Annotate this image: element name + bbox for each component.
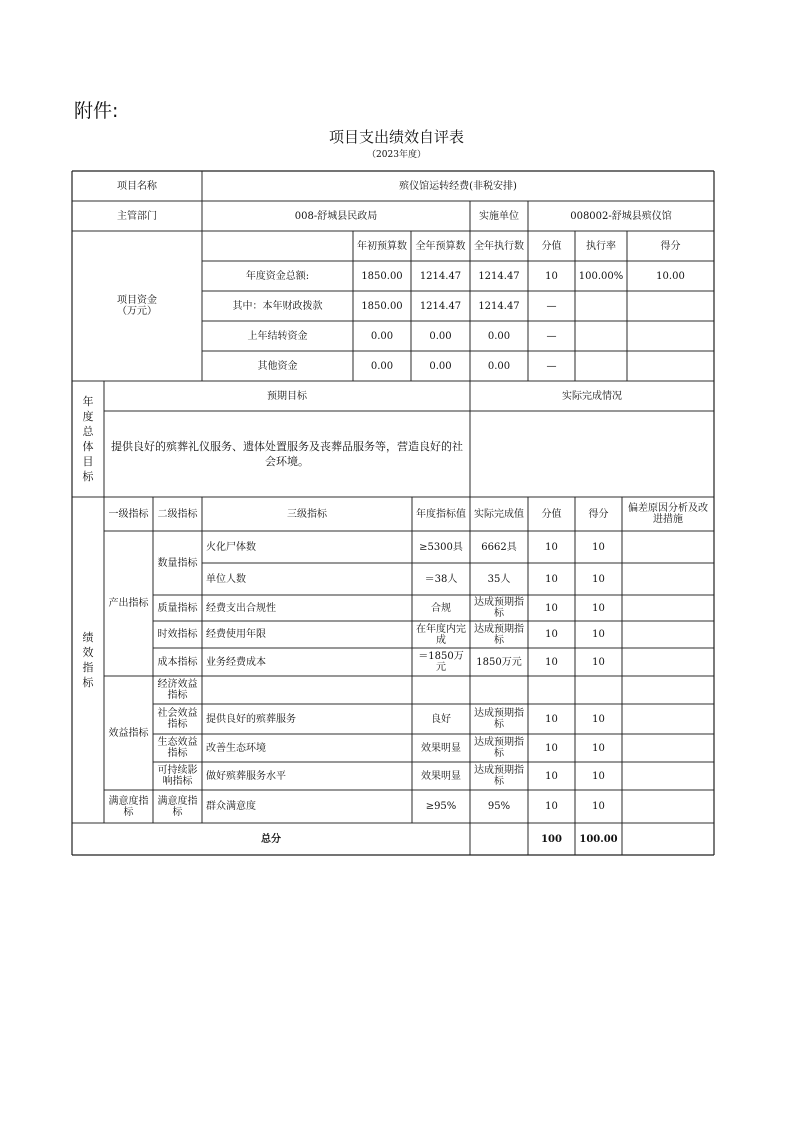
level1-satisfaction: 满意度指标	[108, 795, 149, 818]
indicator-header-2: 三级指标	[287, 508, 327, 520]
funds-cell: 100.00%	[578, 270, 624, 282]
indicator-score: 10	[592, 713, 605, 725]
funds-cell: 0.00	[487, 360, 511, 372]
goals-actual-header: 实际完成情况	[562, 390, 622, 402]
indicator-score-value	[528, 676, 575, 704]
indicator-actual	[470, 676, 528, 704]
indicator-score: 10	[592, 541, 605, 553]
indicator-note	[622, 648, 714, 676]
indicator-header-5: 分值	[541, 508, 562, 520]
indicator-score: 10	[592, 629, 605, 640]
indicator-note	[622, 734, 714, 762]
indicator-note	[622, 595, 714, 621]
indicator-name: 业务经费成本	[206, 656, 266, 668]
impl-unit-label: 实施单位	[479, 210, 519, 222]
page-title: 项目支出绩效自评表	[328, 128, 464, 146]
indicator-score-value: 10	[545, 573, 558, 585]
indicator-header-1: 二级指标	[157, 508, 198, 520]
indicator-header-4: 实际完成值	[474, 508, 524, 520]
indicator-score-value: 10	[545, 742, 558, 754]
indicator-header-0: 一级指标	[108, 508, 149, 520]
funds-cell: 1214.47	[419, 270, 462, 282]
indicator-actual: 达成预期指标	[474, 597, 524, 619]
goals-expected-text: 提供良好的殡葬礼仪服务、遗体处置服务及丧葬品服务等，营造良好的社会环境。	[111, 440, 463, 468]
indicator-name: 经费支出合规性	[206, 602, 276, 614]
level1-benefit: 效益指标	[108, 727, 149, 739]
indicator-actual: 达成预期指标	[474, 623, 524, 646]
indicator-target: 在年度内完成	[416, 623, 466, 646]
indicator-actual: 达成预期指标	[474, 737, 524, 759]
funds-cell	[575, 291, 627, 321]
indicators-section-label: 绩 效 指 标	[82, 631, 94, 689]
indicator-actual: 达成预期指标	[474, 765, 524, 787]
indicator-header-6: 得分	[588, 508, 609, 520]
indicator-score: 10	[592, 573, 605, 585]
funds-cell: 0.00	[370, 330, 394, 342]
indicator-note	[622, 790, 714, 823]
indicator-target: 良好	[431, 713, 451, 725]
indicator-score-value: 10	[545, 541, 558, 553]
funds-cell: 0.00	[429, 330, 452, 342]
funds-cell: 0.00	[487, 330, 511, 342]
funds-cell: 0.00	[370, 360, 394, 372]
level2-5: 社会效益指标	[157, 708, 198, 730]
indicator-score-value: 10	[545, 713, 558, 725]
funds-row-label: 上年结转资金	[247, 330, 308, 342]
total-note	[622, 823, 714, 855]
indicator-name: 做好殡葬服务水平	[206, 770, 286, 782]
indicator-target: 合规	[431, 602, 451, 614]
year-label: （2023年度）	[367, 150, 426, 160]
funds-header-5: 得分	[660, 240, 681, 252]
funds-cell	[575, 351, 627, 381]
level2-6: 生态效益指标	[157, 737, 198, 759]
indicator-score-value: 10	[545, 656, 558, 668]
funds-cell: 1850.00	[361, 300, 403, 312]
total-score: 100.00	[579, 833, 618, 845]
indicator-name: 改善生态环境	[206, 742, 266, 754]
funds-header-1: 全年预算数	[415, 240, 466, 252]
indicator-note	[622, 676, 714, 704]
indicator-note	[622, 704, 714, 734]
funds-cell	[627, 351, 714, 381]
funds-cell: —	[546, 330, 557, 342]
indicator-name: 火化尸体数	[206, 541, 256, 553]
indicator-target: ＝38人	[424, 573, 458, 585]
funds-cell: 0.00	[429, 360, 452, 372]
indicator-target	[412, 676, 470, 704]
funds-section-label: 项目资金 （万元）	[117, 295, 157, 317]
indicator-target: ≥5300具	[419, 541, 463, 553]
funds-header-3: 分值	[541, 240, 562, 252]
impl-unit-value: 008002-舒城县殡仪馆	[570, 210, 672, 222]
funds-header-blank	[202, 231, 353, 261]
indicator-target: ≥95%	[425, 801, 457, 812]
level2-7: 可持续影响指标	[157, 765, 198, 787]
indicator-note	[622, 762, 714, 790]
indicator-score-value: 10	[545, 801, 558, 812]
indicator-name: 经费使用年限	[206, 629, 266, 640]
total-score-value: 100	[541, 833, 562, 845]
indicator-actual: 达成预期指标	[474, 708, 524, 730]
total-blank	[470, 823, 528, 855]
funds-cell: 10	[545, 270, 558, 282]
indicator-note	[622, 621, 714, 648]
indicator-name	[202, 676, 412, 704]
indicator-target: ＝1850万元	[418, 651, 464, 673]
indicator-score: 10	[592, 602, 605, 614]
indicator-name: 群众满意度	[206, 801, 256, 812]
funds-header-4: 执行率	[586, 240, 616, 252]
indicator-note	[622, 531, 714, 563]
funds-cell: 1214.47	[478, 300, 520, 312]
indicator-score-value: 10	[545, 602, 558, 614]
project-name-value: 殡仪馆运转经费(非税安排)	[399, 180, 517, 192]
goals-section-label: 年 度 总 体 目 标	[82, 395, 94, 483]
indicator-score: 10	[592, 770, 605, 782]
indicator-target: 效果明显	[421, 770, 461, 782]
indicator-name: 单位人数	[206, 573, 246, 585]
level2-8: 满意度指标	[157, 795, 198, 818]
indicator-target: 效果明显	[421, 742, 461, 754]
attachment-label: 附件:	[74, 100, 119, 122]
funds-header-0: 年初预算数	[357, 240, 407, 252]
funds-header-2: 全年执行数	[474, 240, 524, 252]
funds-cell: 1214.47	[419, 300, 462, 312]
indicator-actual: 95%	[487, 801, 511, 812]
goals-actual-text	[470, 411, 714, 497]
indicator-score: 10	[592, 656, 605, 668]
indicator-actual: 35人	[487, 573, 511, 585]
level2-3: 成本指标	[157, 656, 198, 668]
funds-cell: 1850.00	[361, 270, 403, 282]
funds-cell	[575, 321, 627, 351]
indicator-note	[622, 563, 714, 595]
indicator-score-value: 10	[545, 629, 558, 640]
indicator-actual: 1850万元	[476, 656, 522, 668]
indicator-score: 10	[592, 801, 605, 812]
indicator-name: 提供良好的殡葬服务	[206, 713, 296, 725]
indicator-header-7: 偏差原因分析及改进措施	[628, 503, 708, 525]
level2-0: 数量指标	[157, 557, 198, 569]
level1-output: 产出指标	[108, 598, 149, 609]
dept-label: 主管部门	[117, 210, 157, 222]
dept-value: 008-舒城县民政局	[294, 210, 378, 222]
funds-row-label: 其中：本年财政拨款	[232, 300, 323, 312]
level2-2: 时效指标	[157, 629, 198, 640]
funds-row-label: 年度资金总额:	[245, 270, 310, 282]
indicator-score-value: 10	[545, 770, 558, 782]
funds-row-label: 其他资金	[257, 360, 298, 372]
funds-cell: 1214.47	[478, 270, 520, 282]
indicator-header-3: 年度指标值	[416, 508, 466, 520]
indicator-score: 10	[592, 742, 605, 754]
funds-cell	[627, 321, 714, 351]
funds-cell: —	[546, 300, 557, 312]
goals-expected-header: 预期目标	[267, 390, 307, 402]
level2-4: 经济效益指标	[157, 679, 198, 701]
funds-cell: —	[546, 360, 557, 372]
total-label: 总分	[261, 833, 281, 845]
indicator-actual: 6662具	[481, 541, 517, 553]
level2-1: 质量指标	[157, 602, 198, 614]
project-name-label: 项目名称	[117, 180, 157, 192]
indicator-score	[575, 676, 622, 704]
funds-cell: 10.00	[656, 270, 685, 282]
funds-cell	[627, 291, 714, 321]
